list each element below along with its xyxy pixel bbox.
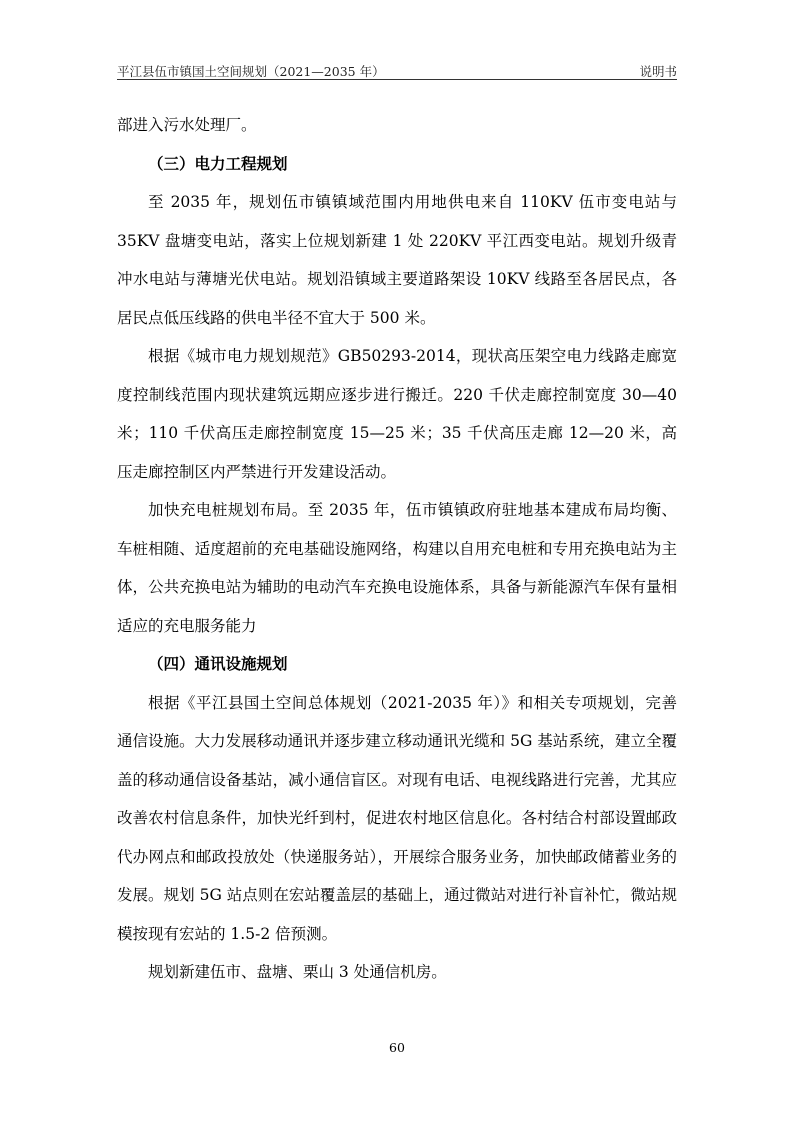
section-heading-communication: （四）通讯设施规划 [148,655,288,673]
paragraph-continuation: 部进入污水处理厂。 [117,116,257,134]
paragraph-comm-rooms: 规划新建伍市、盘塘、栗山 3 处通信机房。 [148,963,447,981]
paragraph-power-corridor: 根据《城市电力规划规范》GB50293-2014，现状高压架空电力线路走廊宽度控制线范围内现状建筑远期应逐步进行搬迁。220 千伏走廊控制宽度 30—40 米；110 千伏高压走廊控制宽度 15—25 米；35 千伏高压走廊 12—20 米，高压走廊控制区内严禁进行开发建设活动。 [117,347,678,481]
paragraph-communication: 根据《平江县国土空间总体规划（2021-2035 年）》和相关专项规划，完善通信设施。大力发展移动通讯并逐步建立移动通讯光缆和 5G 基站系统，建立全覆盖的移动通信设备基站，减小通信盲区。对现有电话、电视线路进行完善，尤其应改善农村信息条件，加快光纤到村，促进农村地区信息化。各村结合村部设置邮政代办网点和邮政投放处（快递服务站），开展综合服务业务，加快邮政储蓄业务的发展。规划 5G 站点则在宏站覆盖层的基础上，通过微站对进行补盲补忙，微站规模按现有宏站的 1.5-2 倍预测。 [117,693,677,943]
header-divider [117,79,677,80]
paragraph-power-supply: 至 2035 年，规划伍市镇镇域范围内用地供电来自 110KV 伍市变电站与 35KV 盘塘变电站，落实上位规划新建 1 处 220KV 平江西变电站。规划升级青冲水电站与薄塘光伏电站。规划沿镇域主要道路架设 10KV 线路至各居民点，各居民点低压线路的供电半径不宜大于 500 米。 [117,193,677,327]
header-doc-type: 说明书 [639,64,677,79]
header-title: 平江县伍市镇国土空间规划（2021—2035 年） [117,64,385,79]
section-heading-power: （三）电力工程规划 [148,154,288,173]
page-header [117,56,677,80]
page-number: 60 [389,1040,405,1055]
document-body [117,106,677,992]
paragraph-charging: 加快充电桩规划布局。至 2035 年，伍市镇镇政府驻地基本建成布局均衡、车桩相随、适度超前的充电基础设施网络，构建以自用充电桩和专用充换电站为主体，公共充换电站为辅助的电动汽车充换电设施体系，具备与新能源汽车保有量相适应的充电服务能力 [117,501,677,635]
